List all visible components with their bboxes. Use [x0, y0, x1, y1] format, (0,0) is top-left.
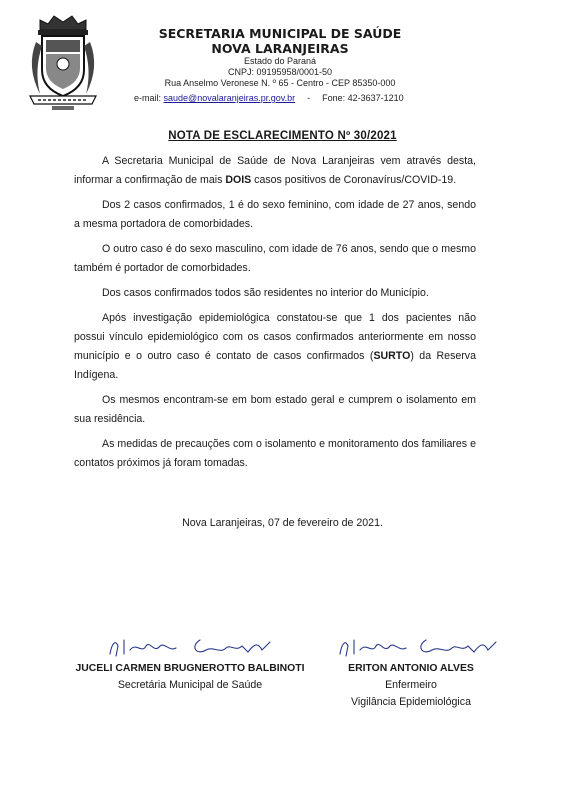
letterhead-subtitle: NOVA LARANJEIRAS [211, 41, 349, 56]
paragraph-2: Dos 2 casos confirmados, 1 é do sexo feminino, com idade de 27 anos, sendo a mesma portadora de comorbidades. [74, 199, 476, 230]
letterhead-contact [134, 93, 404, 103]
letterhead-title: SECRETARIA MUNICIPAL DE SAÚDE [158, 26, 402, 41]
document-date: Nova Laranjeiras, 07 de fevereiro de 2021. [182, 517, 383, 529]
signer-name: JUCELI CARMEN BRUGNEROTTO BALBINOTI [75, 663, 305, 674]
letterhead-address: Rua Anselmo Veronese N. º 65 - Centro - CEP 85350-000 [164, 78, 396, 88]
email-label: e-mail: [134, 93, 162, 103]
handwritten-signature-icon [326, 636, 506, 660]
signature-block-right [326, 636, 496, 711]
signer-department: Vigilância Epidemiológica [351, 696, 471, 708]
signature-block-left [64, 636, 316, 694]
signer-role: Secretária Municipal de Saúde [117, 679, 263, 691]
paragraph-3: O outro caso é do sexo masculino, com idade de 76 anos, sendo que o mesmo também é portador de comorbidades. [74, 243, 476, 274]
note-title: NOTA DE ESCLARECIMENTO Nº 30/2021 [168, 130, 397, 142]
paragraph-7: As medidas de precauções com o isolamento e monitoramento dos familiares e contatos próximos já foram tomadas. [74, 438, 476, 469]
paragraph-1: A Secretaria Municipal de Saúde de Nova Laranjeiras vem através desta, informar a confirmação de mais DOIS casos positivos de Coronavírus/COVID-19. [74, 155, 476, 186]
note-body [74, 152, 476, 479]
phone-number: Fone: 42-3637-1210 [322, 93, 404, 103]
municipal-coat-of-arms-icon [22, 12, 104, 112]
signer-role: Enfermeiro [385, 679, 437, 691]
paragraph-4: Dos casos confirmados todos são residentes no interior do Município. [102, 287, 429, 299]
signer-name: ERITON ANTONIO ALVES [348, 663, 474, 674]
handwritten-signature-icon [90, 636, 290, 660]
letterhead-cnpj: CNPJ: 09195958/0001-50 [227, 67, 333, 77]
paragraph-6: Os mesmos encontram-se em bom estado geral e cumprem o isolamento em sua residência. [74, 394, 476, 425]
email-link[interactable]: saude@novalaranjeiras.pr.gov.br [163, 93, 296, 103]
contact-separator: - [307, 93, 311, 103]
letterhead [130, 26, 430, 89]
paragraph-5: Após investigação epidemiológica constatou-se que 1 dos pacientes não possui vínculo epidemiológico com os casos confirmados anteriormente em nosso município e o outro caso é contato de casos confirmados (SURTO) da Reserva Indígena. [74, 312, 476, 381]
letterhead-state: Estado do Paraná [243, 56, 317, 66]
